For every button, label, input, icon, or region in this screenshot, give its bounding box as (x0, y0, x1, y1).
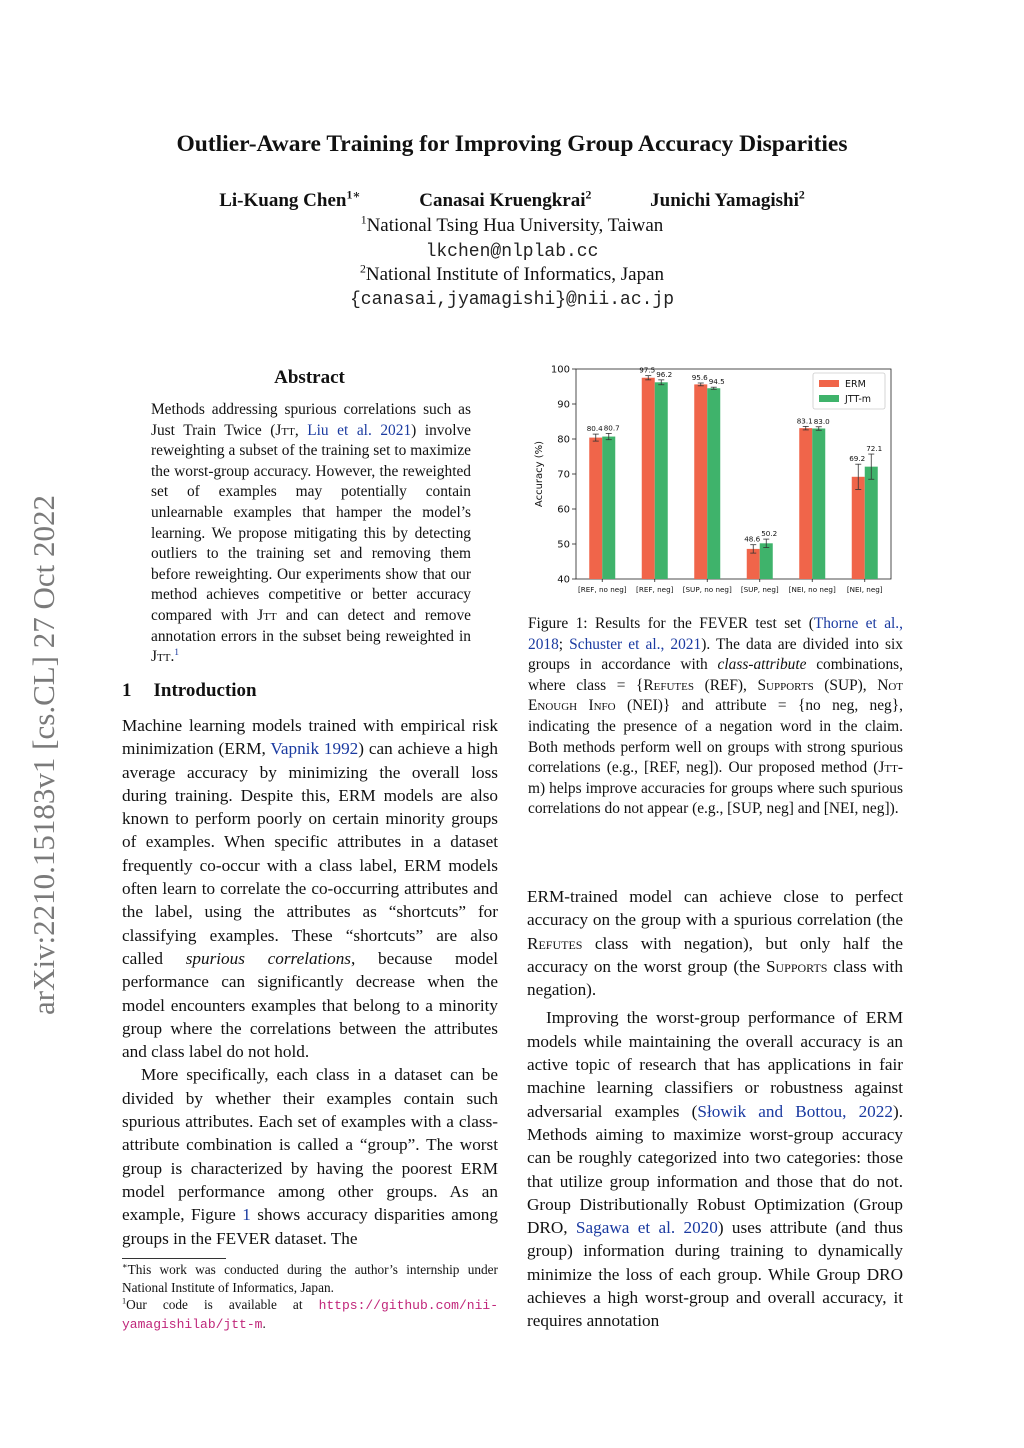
legend-swatch (819, 395, 839, 402)
paper-title: Outlier-Aware Training for Improving Group Accuracy Disparities (176, 131, 848, 157)
affiliation-2: $^2$National Institute of Informatics, Japan (360, 262, 664, 285)
figure-ref-link[interactable]: 1 (242, 1205, 251, 1225)
legend-label: JTT-m (845, 394, 872, 405)
author: Junichi Yamagishi$^2$ (650, 188, 805, 211)
citation-link[interactable]: Słowik and Bottou, 2022 (697, 1101, 893, 1121)
y-tick-label: 100 (550, 364, 570, 376)
data-label: 72.1 (866, 444, 883, 454)
bar-erm (799, 428, 812, 579)
legend-label: ERM (845, 379, 866, 390)
footnote-2: $^1$Our code is available at https://github.com/nii-yamagishilab/jtt-m. (122, 1296, 498, 1332)
y-tick-label: 90 (557, 399, 570, 411)
bar-jtt-m (655, 382, 668, 579)
citation-link[interactable]: Vapnik 1992 (270, 739, 359, 759)
data-label: 96.2 (656, 369, 673, 379)
bar-erm (642, 378, 655, 579)
right-column-text (527, 885, 903, 1333)
email-1: lkchen@nlplab.cc (425, 242, 599, 262)
figure-caption: Figure 1: Results for the FEVER test set (Thorne et al., 2018; Schuster et al., 2021). The data are divided into six groups in accordance with class-attribute combinations, where class = {Refutes (REF), Supports (SUP), Not Enough Info (NEI)} and attribute = {no neg, neg}, indicating the presence of a negation word in the claim. Both methods perform well on groups with strong spurious correlations (e.g., [REF, neg]). Our proposed method (Jtt-m) helps improve accuracies for groups where such spurious correlations do not appear (e.g., [SUP, neg] and [NEI, neg]). (528, 615, 904, 818)
affiliation-1: $^1$National Tsing Hua University, Taiwan (360, 213, 664, 236)
arxiv-id: arXiv:2210.15183v1 [cs.CL] 27 Oct 2022 (26, 494, 61, 1016)
paragraph: More specifically, each class in a dataset can be divided by whether their examples contain such spurious attributes. Each set of examples with a class-attribute combination is called a “group”. The worst group is characterized by having the poorest ERM model performance among other groups. As an example, Figure 1 shows accuracy disparities among groups in the FEVER dataset. The (122, 1065, 498, 1248)
y-tick-label: 60 (557, 504, 570, 516)
x-tick-label: [SUP, no neg] (682, 585, 732, 594)
y-tick-label: 80 (557, 434, 570, 446)
y-tick-label: 50 (557, 539, 570, 551)
footnote-ref[interactable]: 1 (174, 647, 180, 658)
data-label: 50.2 (761, 529, 778, 539)
x-tick-label: [NEI, neg] (846, 585, 883, 594)
bar-jtt-m (812, 429, 825, 580)
footnote-1: ∗This work was conducted during the author’s internship under National Institute of Informatics, Japan. (122, 1261, 498, 1295)
arxiv-sidebar (16, 455, 72, 1055)
bar-erm (694, 384, 707, 579)
y-tick-label: 70 (557, 469, 570, 481)
x-tick-label: [REF, no neg] (577, 585, 627, 594)
paragraph: Improving the worst-group performance of ERM models while maintaining the overall accuracy is an active topic of research that has applications in fair machine learning classifiers or robustness against adversarial examples (Słowik and Bottou, 2022). Methods aiming to maximize worst-group accuracy can be roughly categorized into two categories: those that utilize group information and those that do not. Group Distributionally Robust Optimization (Group DRO, Sagawa et al. 2020) uses attribute (and thus group) information during training to dynamically minimize the loss of each group. While Group DRO achieves a high worst-group and overall accuracy, it requires annotation (527, 1008, 903, 1331)
data-label: 95.6 (691, 373, 708, 382)
data-label: 48.6 (744, 534, 761, 544)
bar-erm (589, 438, 602, 579)
paragraph: ERM-trained model can achieve close to perfect accuracy on the group with a spurious correlation (the Refutes class with negation), but only half the accuracy on the worst group (the Supports class with negation). (527, 887, 903, 1000)
figure-1-chart (528, 362, 906, 602)
citation-link[interactable]: Thorne et al., 2018 (528, 615, 903, 653)
data-label: 83.0 (813, 416, 830, 426)
citation-link[interactable]: Sagawa et al. 2020 (575, 1218, 718, 1238)
email-2: {canasai,jyamagishi}@nii.ac.jp (349, 290, 675, 310)
footnote-rule (122, 1258, 226, 1259)
data-label: 83.1 (796, 416, 813, 426)
abstract-heading: Abstract (274, 367, 345, 388)
bar-jtt-m (602, 437, 615, 579)
y-axis-label: Accuracy (%) (534, 440, 545, 508)
x-tick-label: [NEI, no neg] (788, 585, 836, 594)
bar-jtt-m (865, 467, 878, 579)
citation-link[interactable]: Liu et al. 2021 (307, 421, 412, 439)
paragraph: Machine learning models trained with empirical risk minimization (ERM, Vapnik 1992) can achieve a high average accuracy by minimizing the overall loss during training. Despite this, ERM models are also known to perform poorly on certain minority groups of examples. When specific attributes in a dataset frequently co-occur with a class label, ERM models often learn to correlate the co-occurring attributes and the label, using the attributes as “shortcuts” for classifying examples. These “shortcuts” are also called spurious correlations, because model performance can significantly decrease when the model encounters examples that belong to a minority group where the correlations between the attributes and class label do not hold. (122, 716, 498, 1062)
bar-jtt-m (707, 388, 720, 579)
author: Canasai Kruengkrai$^2$ (419, 188, 592, 211)
author-list (0, 190, 1024, 212)
data-label: 80.7 (603, 423, 620, 433)
y-tick-label: 40 (557, 574, 570, 586)
left-column-text (122, 714, 498, 1250)
bar-erm (852, 477, 865, 579)
x-tick-label: [REF, neg] (636, 585, 674, 594)
legend-swatch (819, 380, 839, 387)
citation-link[interactable]: Schuster et al., 2021 (569, 635, 702, 653)
author: Li-Kuang Chen$^{1∗}$ (219, 188, 361, 211)
data-label: 69.2 (849, 454, 866, 464)
data-label: 94.5 (708, 377, 725, 387)
data-label: 80.4 (586, 424, 603, 434)
data-label: 97.5 (639, 365, 656, 375)
x-tick-label: [SUP, neg] (740, 585, 779, 594)
bar-jtt-m (760, 543, 773, 579)
code-url-link[interactable]: https://github.com/nii-yamagishilab/jtt-m (122, 1298, 498, 1332)
abstract-body: Methods addressing spurious correlations such as Just Train Twice (Jtt, Liu et al. 2021) involve reweighting a subset of the training set to maximize the worst-group accuracy. However, the reweighted set of examples may potentially contain unlearnable examples that hamper the model’s learning. We propose mitigating this by detecting outliers to the training set and removing them before reweighting. Our experiments show that our method achieves competitive or better accuracy compared with Jtt and can detect and remove annotation errors in the subset being reweighted in Jtt.$^1$ (151, 401, 471, 666)
section-heading: 1 Introduction (122, 680, 257, 701)
